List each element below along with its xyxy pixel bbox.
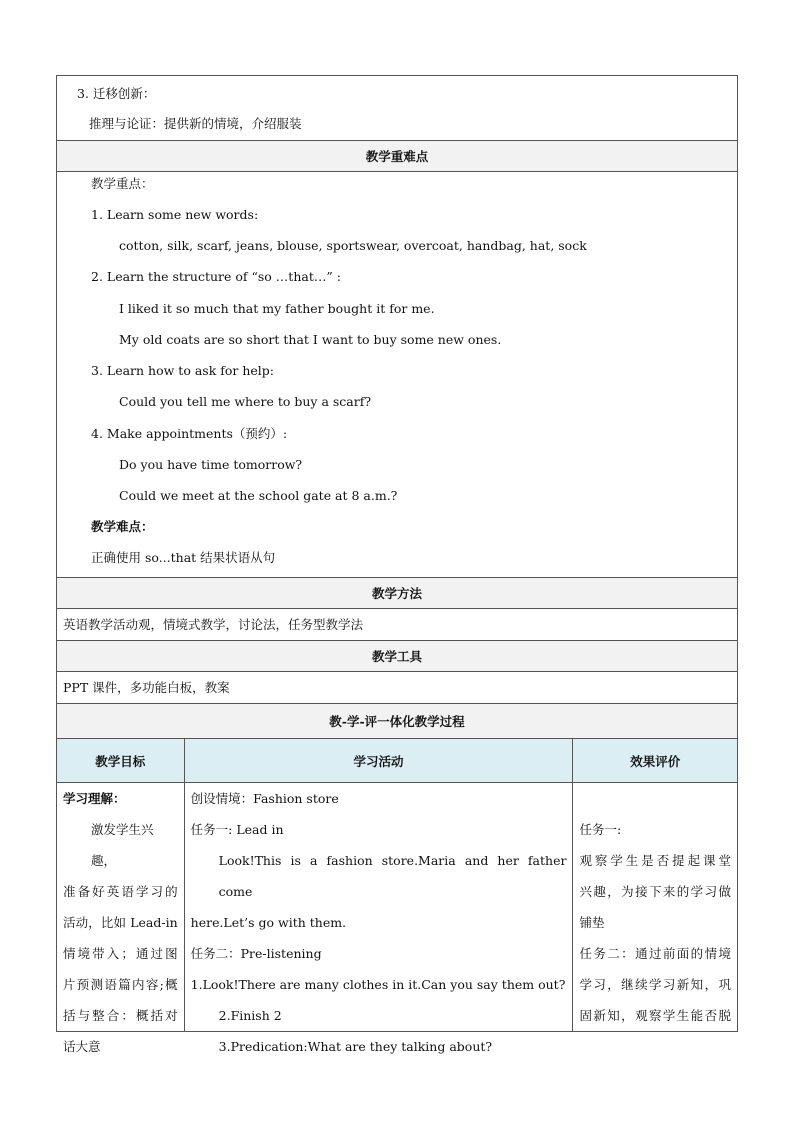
point-1-words: cotton, silk, scarf, jeans, blouse, sportswear, overcoat, handbag, hat, sock [119, 238, 587, 253]
section-header-tools: 教学工具 [56, 640, 738, 671]
section-header-methods: 教学方法 [56, 577, 738, 608]
transfer-section [56, 75, 738, 140]
evaluation-line: 观察学生是否提起课堂 [579, 853, 731, 868]
point-2-example-1: I liked it so much that my father bought it for me. [119, 301, 435, 316]
point-3: 3. Learn how to ask for help: [91, 363, 274, 378]
column-header-goal: 教学目标 [57, 739, 185, 783]
process-row [56, 782, 738, 1054]
goal-line: 话大意 [63, 1039, 101, 1054]
evaluation-line: 任务一: [579, 822, 622, 837]
point-4-example-2: Could we meet at the school gate at 8 a.m.? [119, 488, 398, 503]
goal-line: 准备好英语学习的 [63, 884, 178, 899]
activity-line: 任务一: Lead in [190, 822, 284, 837]
point-3-example-1: Could you tell me where to buy a scarf? [119, 394, 372, 409]
point-4: 4. Make appointments（预约）: [91, 426, 288, 441]
evaluation-line: 铺垫 [579, 915, 605, 930]
key-points-body [56, 171, 738, 577]
activity-line: Look!This is a fashion store.Maria and her father come [218, 853, 567, 899]
goal-line: 片预测语篇内容;概 [63, 977, 178, 992]
evaluation-line: 固新知，观察学生能否脱 [579, 1008, 731, 1023]
tools-body [56, 671, 738, 703]
activity-line: here.Let’s go with them. [190, 915, 347, 930]
goal-line: 激发学生兴趣， [91, 822, 154, 868]
point-4-example-1: Do you have time tomorrow? [119, 457, 303, 472]
goal-cell [57, 783, 185, 1054]
process-column-headers [56, 738, 738, 782]
evaluation-line [579, 783, 731, 814]
evaluation-cell [573, 783, 737, 1032]
activity-line: 3.Predication:What are they talking about? [218, 1039, 493, 1054]
goal-line: 情境带入；通过图 [63, 946, 178, 961]
difficulty-text: 正确使用 so...that 结果状语从句 [91, 550, 276, 565]
item-3: 3. 迁移创新： [77, 86, 156, 101]
activity-line: 创设情境：Fashion store [190, 791, 339, 806]
column-header-evaluation: 效果评价 [630, 754, 681, 769]
lesson-plan-table [56, 75, 738, 1054]
evaluation-line: 学习，继续学习新知，巩 [579, 977, 731, 992]
activity-line: 1.Look!There are many clothes in it.Can you say them out? [190, 977, 566, 992]
point-1: 1. Learn some new words: [91, 207, 259, 222]
methods-body [56, 608, 738, 640]
methods-text: 英语教学活动观，情境式教学，讨论法，任务型教学法 [63, 617, 364, 632]
focus-title: 教学重点： [91, 176, 154, 191]
evaluation-line: 兴趣，为接下来的学习做 [579, 884, 731, 899]
section-header-process: 教-学-评一体化教学过程 [56, 703, 738, 738]
evaluation-line: 任务二：通过前面的情境 [579, 946, 731, 961]
activity-line: 2.Finish 2 [218, 1008, 282, 1023]
item-3-sub: 推理与论证：提供新的情境，介绍服装 [89, 116, 302, 131]
column-header-activity: 学习活动 [185, 739, 574, 783]
difficulty-title: 教学难点： [91, 519, 154, 534]
goal-line: 活动，比如 Lead-in [63, 915, 178, 930]
activity-cell [185, 783, 574, 1054]
activity-line: 任务二：Pre-listening [190, 946, 322, 961]
tools-text: PPT 课件，多功能白板，教案 [63, 680, 230, 695]
point-2: 2. Learn the structure of “so …that…” : [91, 269, 341, 284]
point-2-example-2: My old coats are so short that I want to buy some new ones. [119, 332, 502, 347]
goal-line: 括与整合：概括对 [63, 1008, 178, 1023]
section-header-key-points: 教学重难点 [56, 140, 738, 171]
goal-title: 学习理解： [63, 791, 126, 806]
